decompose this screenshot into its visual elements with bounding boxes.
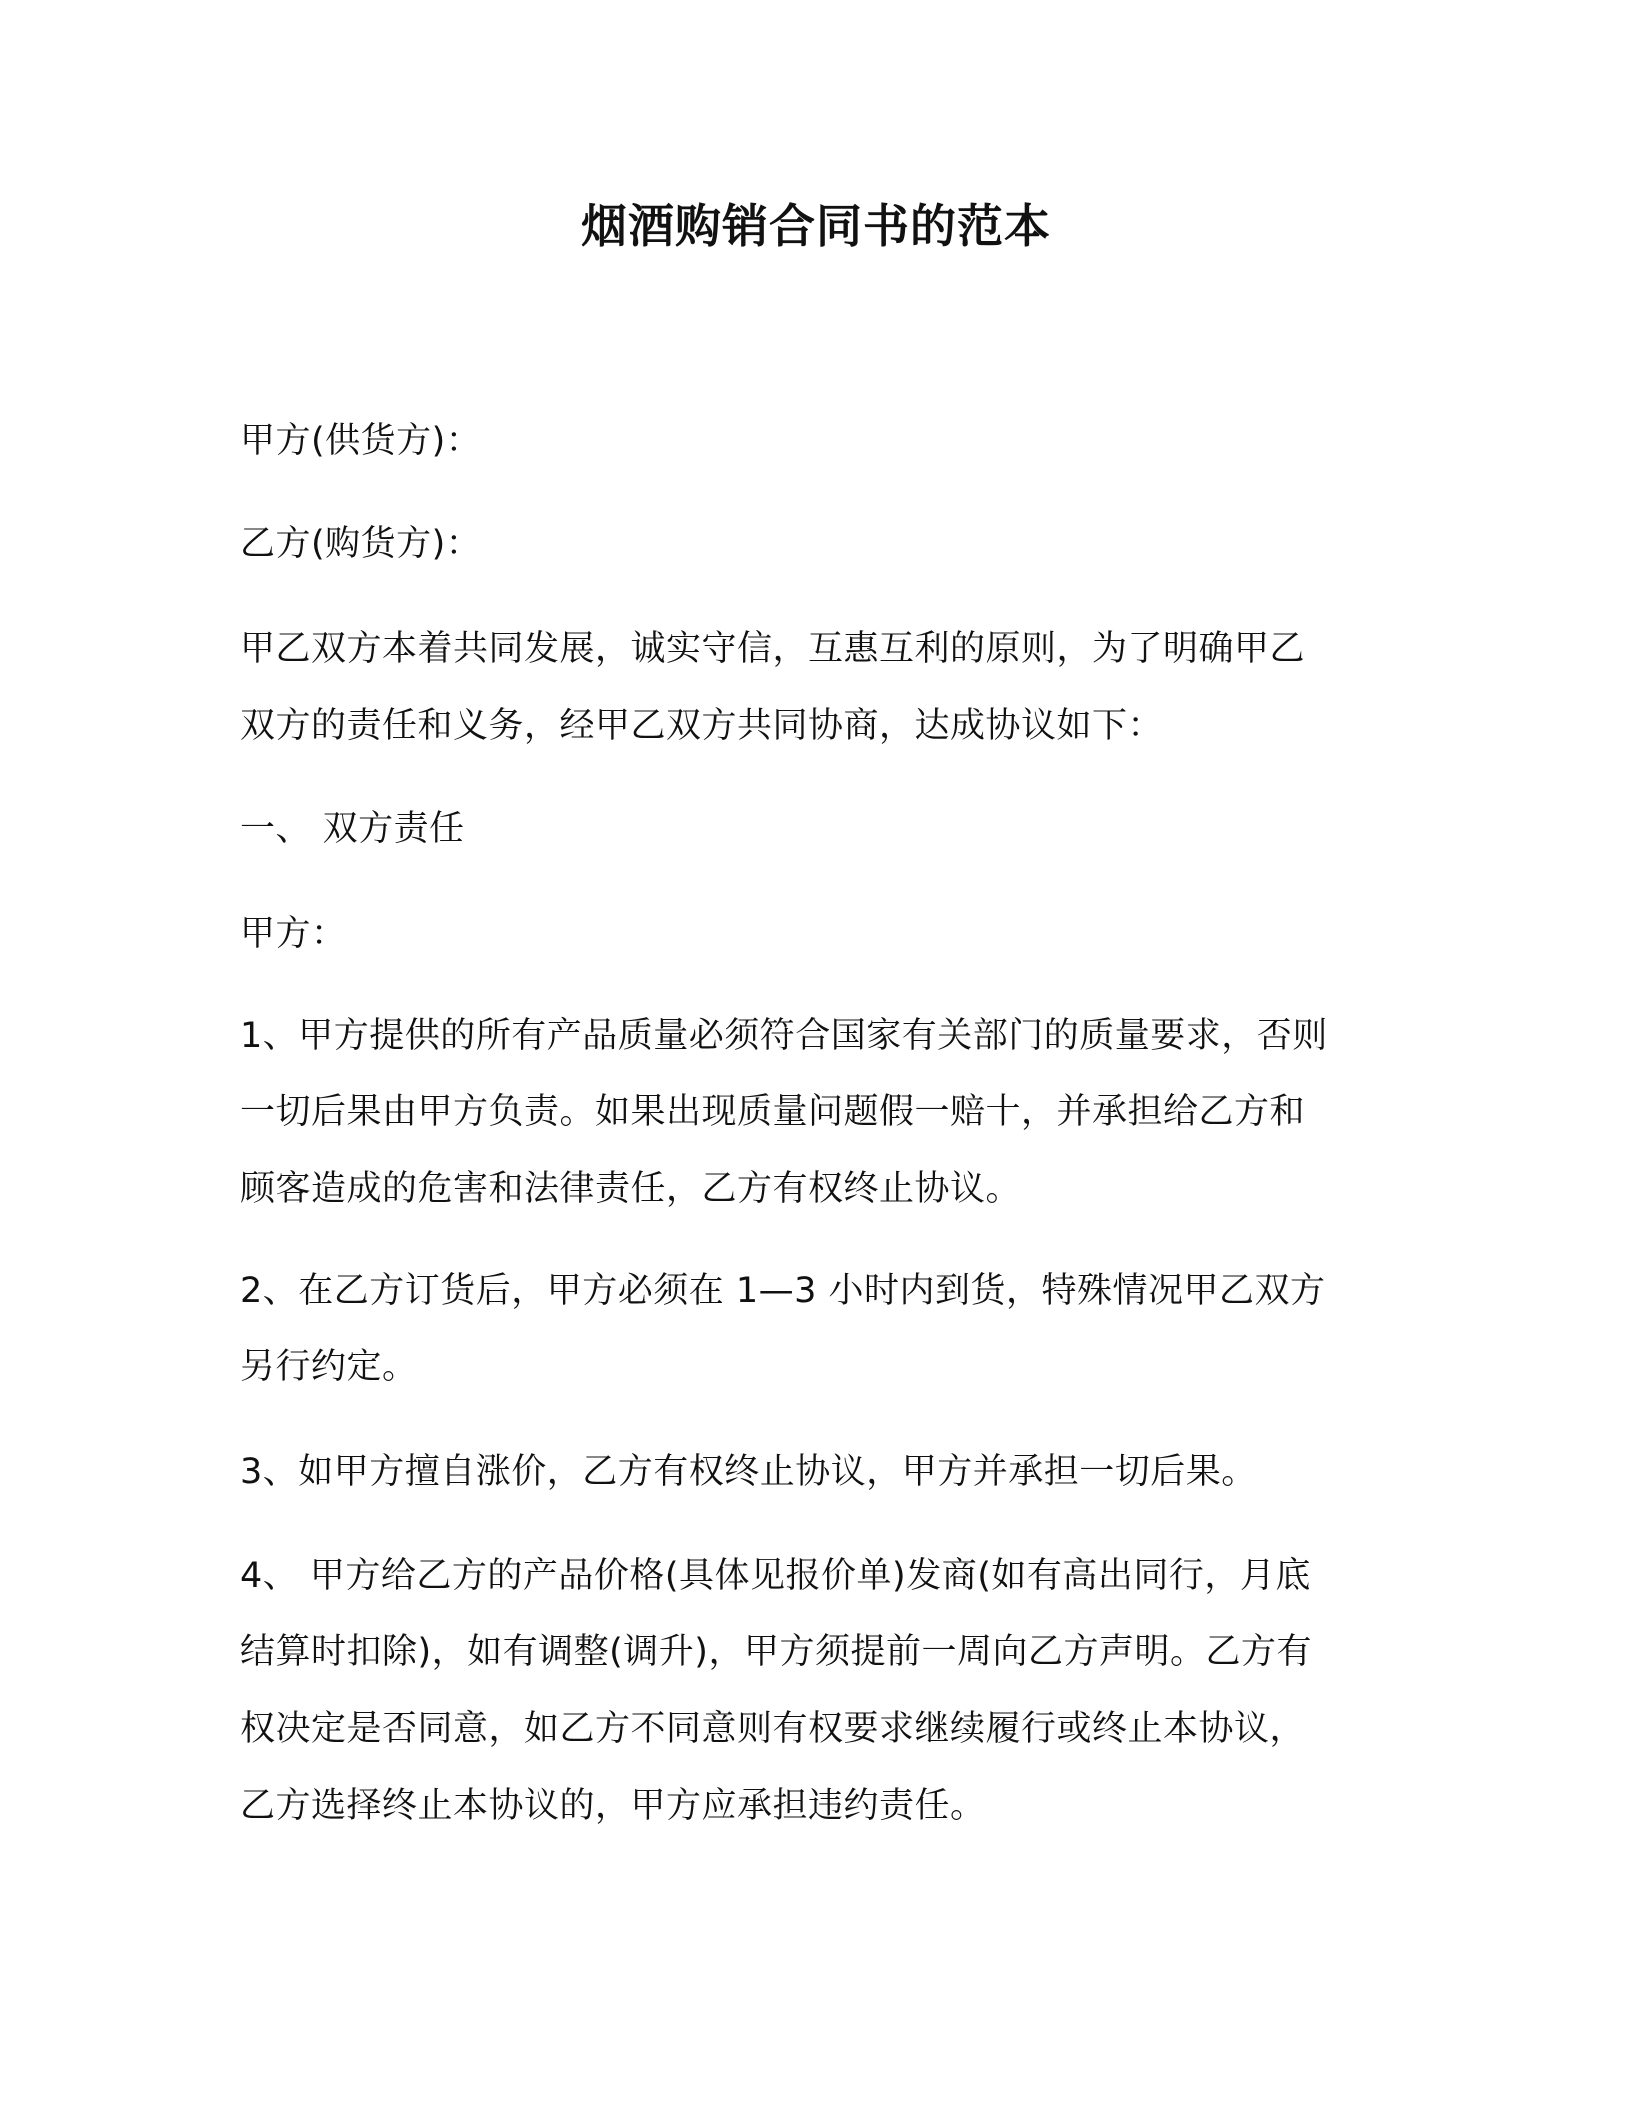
party-a-line: 甲方(供货方)：: [240, 421, 482, 461]
section-heading: 一、 双方责任: [240, 809, 465, 849]
clause-4-line-4: 乙方选择终止本协议的，甲方应承担违约责任。: [240, 1786, 986, 1826]
document-title: 烟酒购销合同书的范本: [581, 199, 1051, 253]
party-a-label: 甲方：: [240, 914, 347, 954]
clause-4-line-3: 权决定是否同意，如乙方不同意则有权要求继续履行或终止本协议，: [240, 1709, 1306, 1749]
intro-line-2: 双方的责任和义务，经甲乙双方共同协商，达成协议如下：: [240, 706, 1164, 746]
clause-2-line-2: 另行约定。: [240, 1347, 418, 1387]
party-b-line: 乙方(购货方)：: [240, 524, 482, 564]
clause-1-line-3: 顾客造成的危害和法律责任，乙方有权终止协议。: [240, 1169, 1022, 1209]
intro-line-1: 甲乙双方本着共同发展，诚实守信，互惠互利的原则，为了明确甲乙: [240, 629, 1306, 669]
clause-1-line-1: 1、甲方提供的所有产品质量必须符合国家有关部门的质量要求，否则: [240, 1016, 1328, 1056]
clause-4-line-1: 4、 甲方给乙方的产品价格(具体见报价单)发商(如有高出同行，月底: [240, 1556, 1311, 1596]
clause-3-line-1: 3、如甲方擅自涨价，乙方有权终止协议，甲方并承担一切后果。: [240, 1452, 1257, 1492]
clause-4-line-2: 结算时扣除)，如有调整(调升)，甲方须提前一周向乙方声明。乙方有: [240, 1632, 1312, 1672]
clause-1-line-2: 一切后果由甲方负责。如果出现质量问题假一赔十，并承担给乙方和: [240, 1092, 1306, 1132]
clause-2-line-1: 2、在乙方订货后，甲方必须在 1—3 小时内到货，特殊情况甲乙双方: [240, 1271, 1326, 1311]
